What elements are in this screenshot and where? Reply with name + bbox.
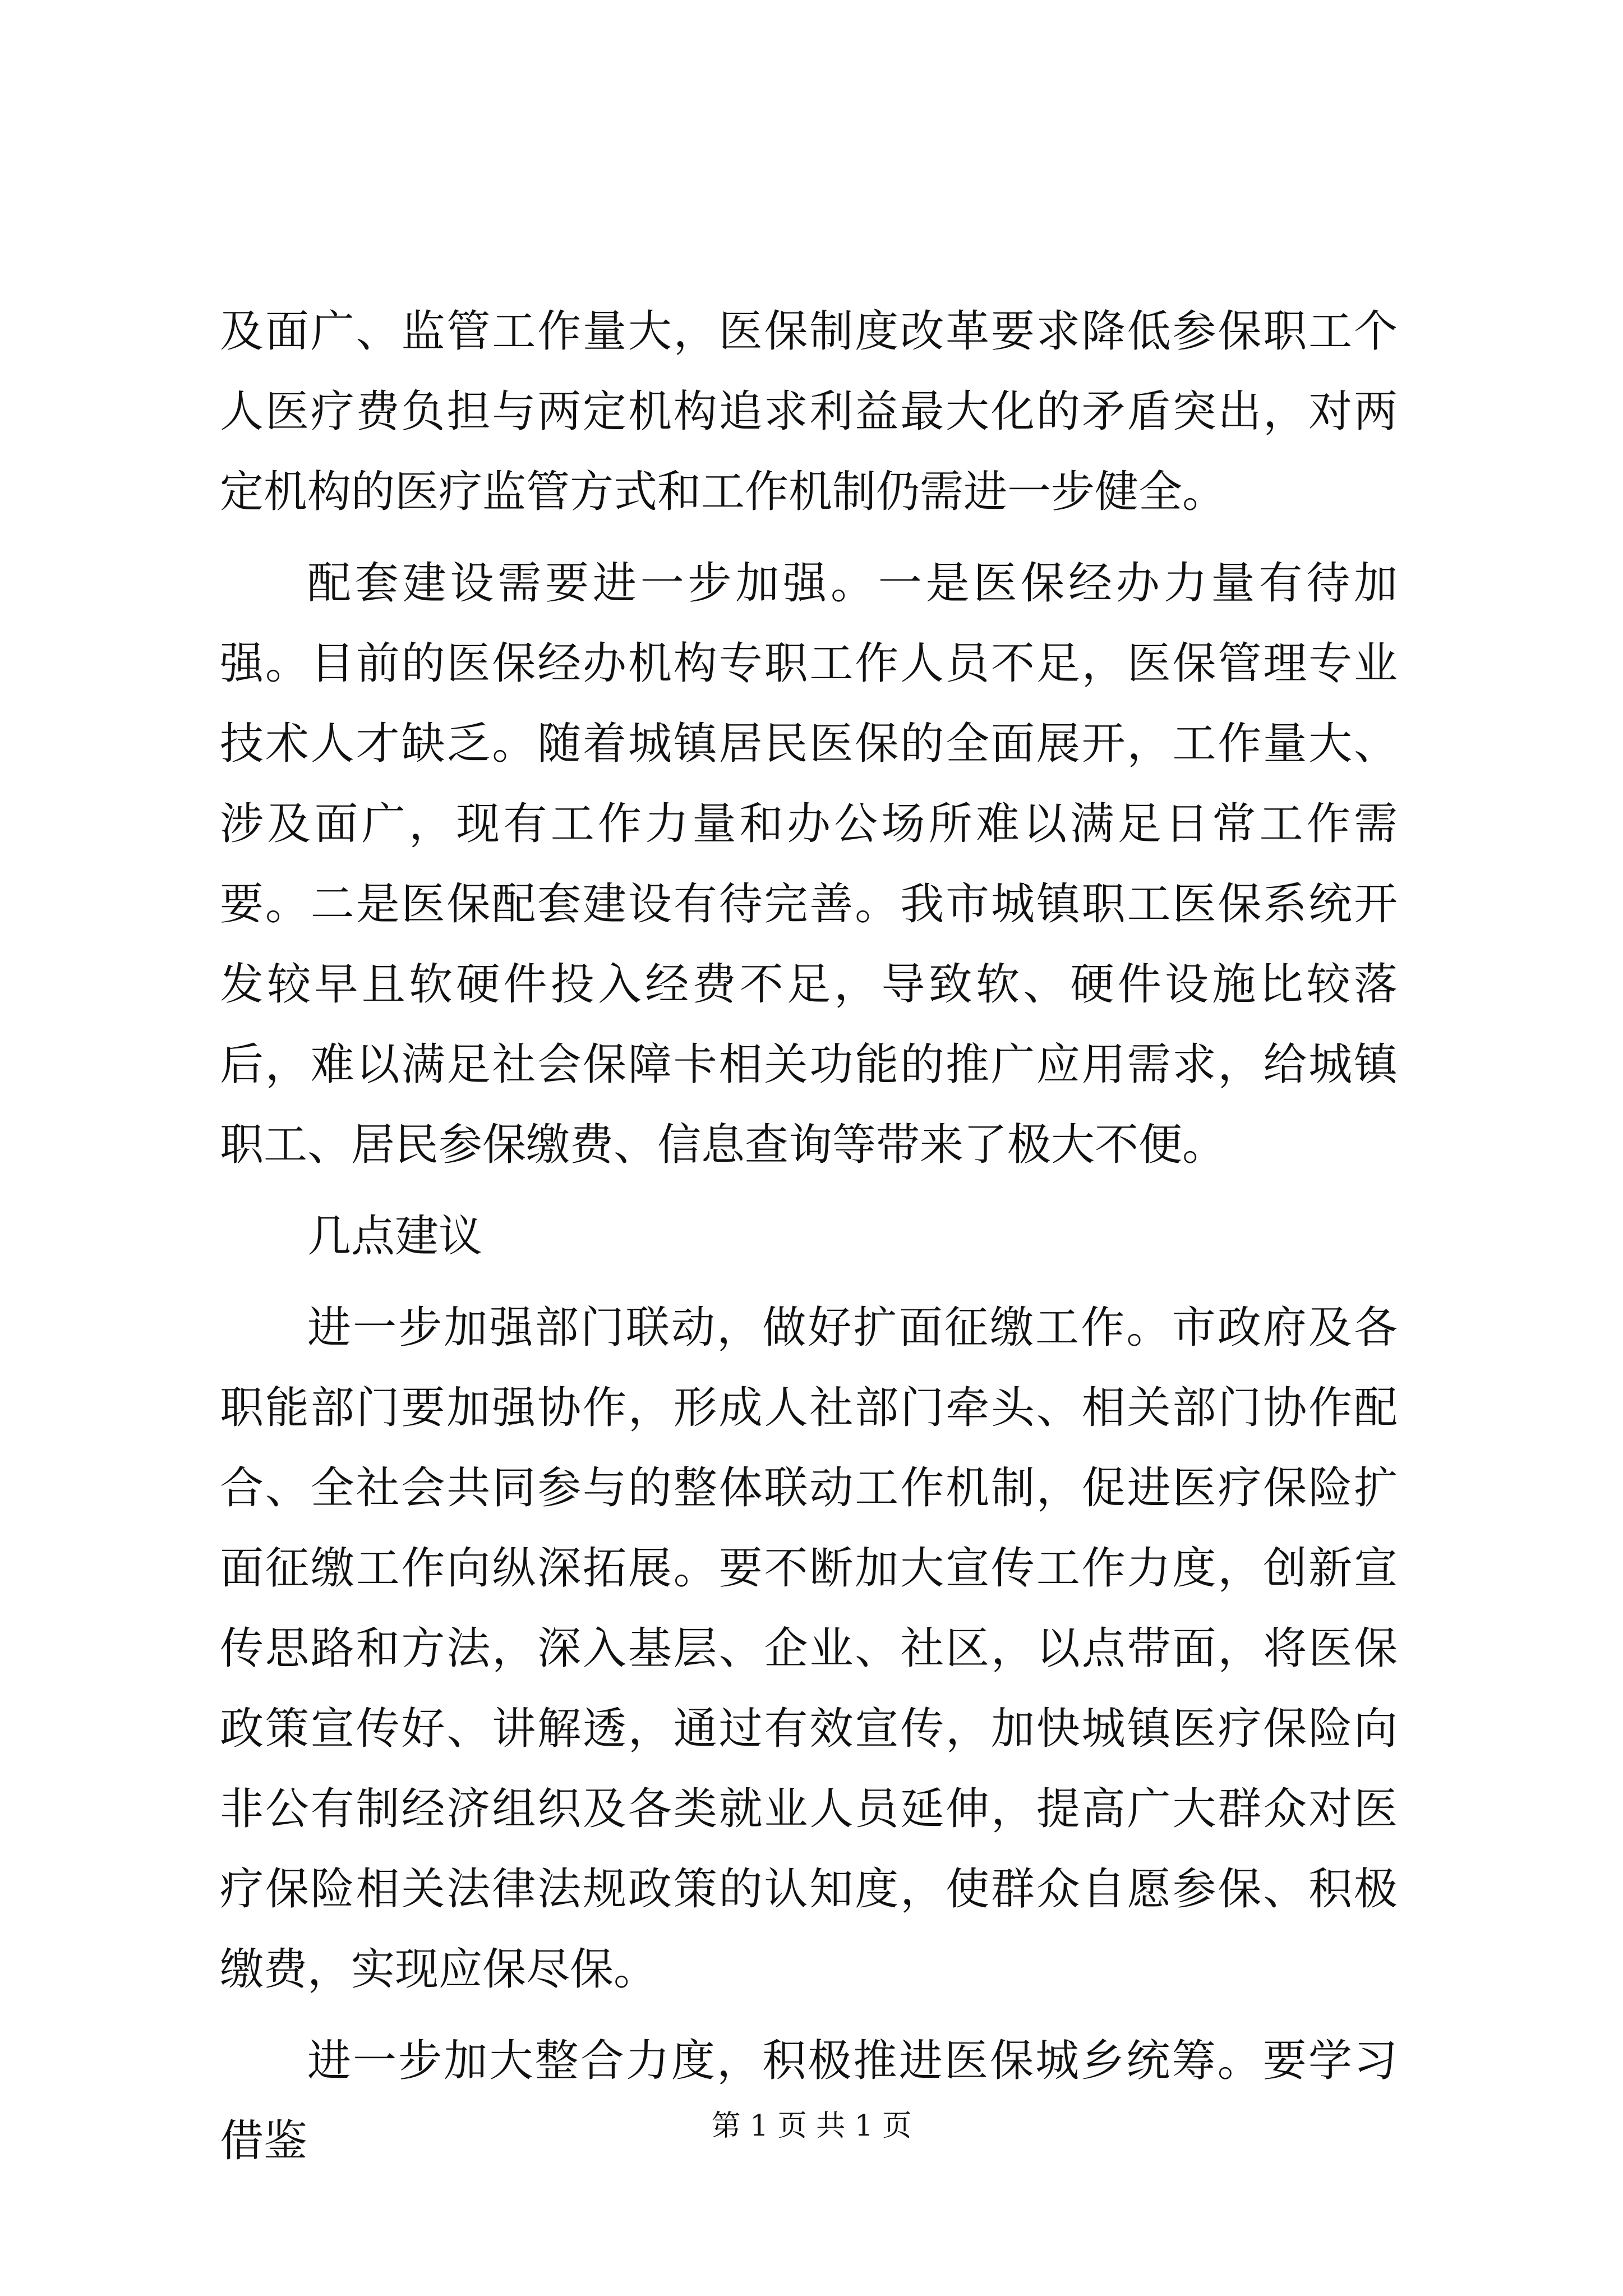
paragraph-supporting-construction: 配套建设需要进一步加强。一是医保经办力量有待加强。目前的医保经办机构专职工作人员不足，医保管理专业技术人才缺乏。随着城镇居民医保的全面展开，工作量大、涉及面广，现有工作力量和办公场所难以满足日常工作需要。二是医保配套建设有待完善。我市城镇职工医保系统开发较早且软硬件投入经费不足，导致软、硬件设施比较落后，难以满足社会保障卡相关功能的推广应用需求，给城镇职工、居民参保缴费、信息查询等带来了极大不便。 [220,558,1398,1170]
paragraph-department-linkage: 进一步加强部门联动，做好扩面征缴工作。市政府及各职能部门要加强协作，形成人社部门牵头、相关部门协作配合、全社会共同参与的整体联动工作机制，促进医疗保险扩面征缴工作向纵深拓展。要不断加大宣传工作力度，创新宣传思路和方法，深入基层、企业、社区，以点带面，将医保政策宣传好、讲解透，通过有效宣传，加快城镇医疗保险向非公有制经济组织及各类就业人员延伸，提高广大群众对医疗保险相关法律法规政策的认知度，使群众自愿参保、积极缴费，实现应保尽保。 [220,1303,1398,1995]
document-body [220,292,1398,2193]
paragraph-urban-rural-integration: 进一步加大整合力度，积极推进医保城乡统筹。要学习借鉴 [220,2036,1398,2166]
section-heading-suggestions: 几点建议 [307,1211,483,1262]
paragraph-continuation: 及面广、监管工作量大，医保制度改革要求降低参保职工个人医疗费负担与两定机构追求利益最大化的矛盾突出，对两定机构的医疗监管方式和工作机制仍需进一步健全。 [220,306,1398,517]
page-footer: 第 1 页 共 1 页 [711,2109,912,2143]
